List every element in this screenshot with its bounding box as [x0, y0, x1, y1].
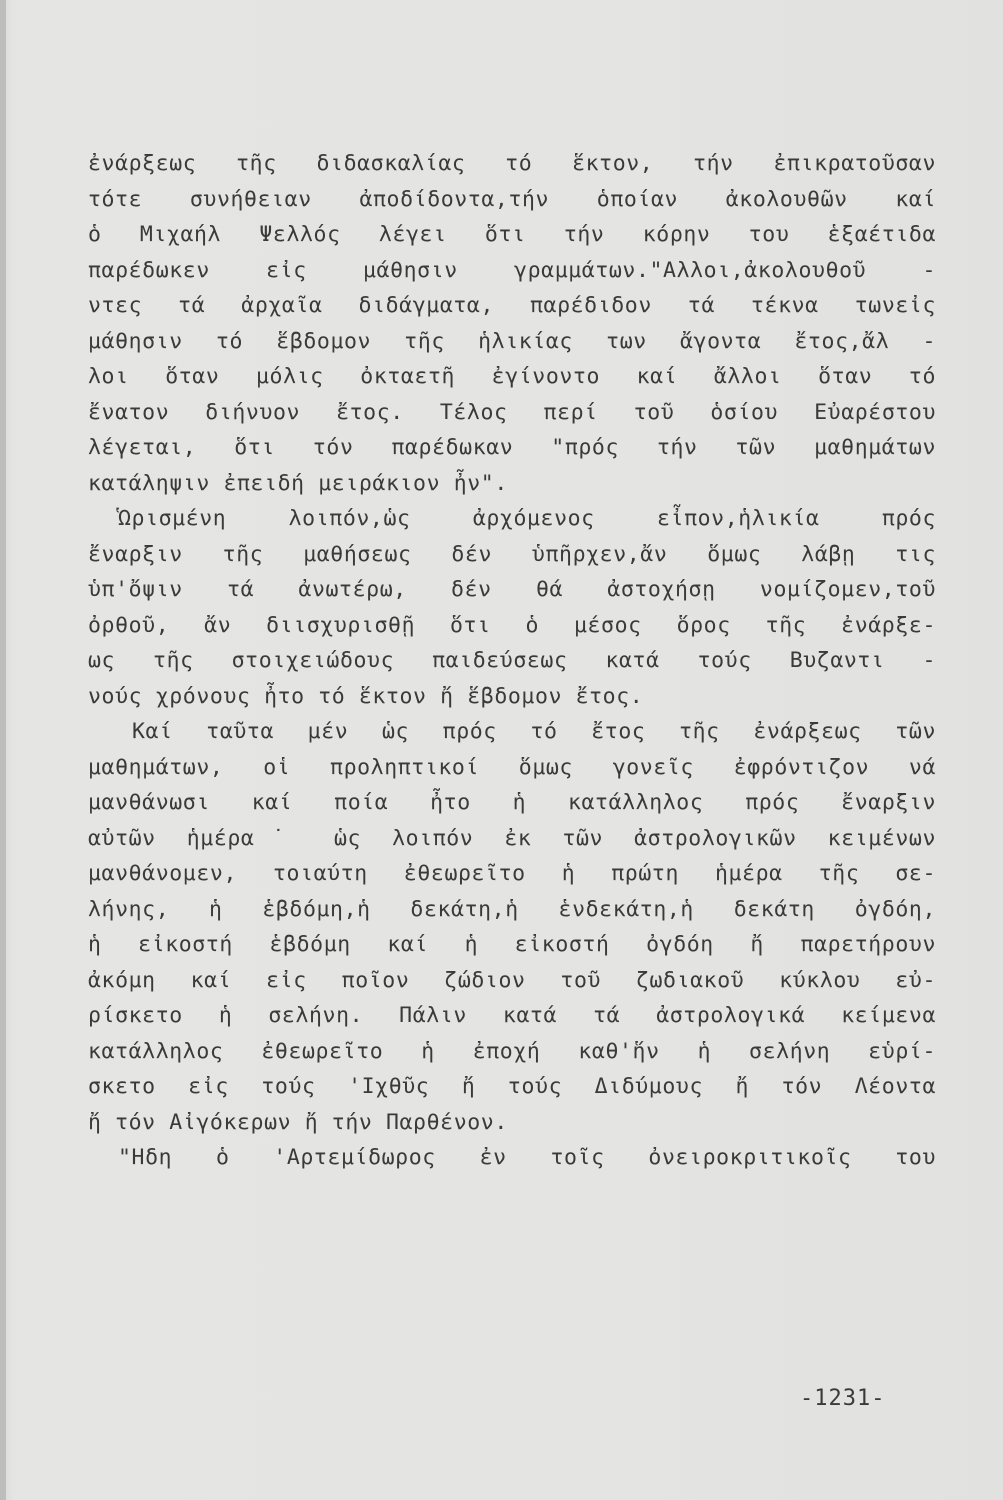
text-line: παρέδωκεν εἰς μάθησιν γραμμάτων."Αλλοι,ἀκολουθοῦ - [88, 257, 936, 283]
text-line: τότε συνήθειαν ἀποδίδοντα,τήν ὁποίαν ἀκολουθῶν καί [88, 186, 936, 212]
text-line: μαθημάτων, οἱ προληπτικοί ὅμως γονεῖς ἐφρόντιζον νά [88, 754, 936, 780]
text-line: ὁ Μιχαήλ Ψελλός λέγει ὅτι τήν κόρην του ἑξαέτιδα [88, 222, 936, 247]
page-number: -1231- [800, 1386, 886, 1411]
text-line: ντες τά ἀρχαῖα διδάγματα, παρέδιδον τά τέκνα τωνεἰς [88, 293, 936, 318]
text-line: ρίσκετο ἡ σελήνη. Πάλιν κατά τά ἀστρολογικά κείμενα [88, 1003, 936, 1028]
text-line: ἤ τόν Αἰγόκερων ἤ τήν Παρθένον. [88, 1109, 508, 1135]
body-text [88, 146, 936, 1176]
text-line: λοι ὅταν μόλις ὀκταετῆ ἐγίνοντο καί ἄλλοι ὅταν τό [88, 364, 936, 389]
text-line: κατάληψιν ἐπειδή μειράκιον ἦν". [88, 470, 508, 496]
text-line: σκετο εἰς τούς 'Ιχθῦς ἤ τούς Διδύμους ἤ τόν Λέοντα [88, 1074, 936, 1099]
paragraph-start-line: Ὡρισμένη λοιπόν,ὡς ἀρχόμενος εἶπον,ἡλικία πρός [118, 506, 936, 531]
text-line: λέγεται, ὅτι τόν παρέδωκαν "πρός τήν τῶν μαθημάτων [88, 435, 936, 460]
text-line: ἔναρξιν τῆς μαθήσεως δέν ὑπῆρχεν,ἄν ὅμως λάβῃ τις [88, 541, 936, 567]
paragraph-start-line: "Ηδη ὁ 'Αρτεμίδωρος ἐν τοῖς ὀνειροκριτικοῖς του [118, 1145, 936, 1170]
text-line: αὐτῶν ἡμέρα˙ ὡς λοιπόν ἐκ τῶν ἀστρολογικῶν κειμένων [88, 825, 936, 851]
binding-edge [0, 0, 6, 1500]
text-line: ἔνατον διήνυον ἔτος. Τέλος περί τοῦ ὁσίου Εὐαρέστου [88, 399, 936, 425]
text-line: μάθησιν τό ἕβδομον τῆς ἡλικίας των ἄγοντα ἔτος,ἄλ - [88, 328, 936, 354]
paragraph-start-line: Καί ταῦτα μέν ὡς πρός τό ἔτος τῆς ἐνάρξεως τῶν [132, 719, 936, 744]
text-line: ὑπ'ὄψιν τά ἀνωτέρω, δέν θά ἀστοχήσῃ νομίζομεν,τοῦ [88, 577, 936, 602]
text-line: μανθάνωσι καί ποία ἦτο ἡ κατάλληλος πρός ἔναρξιν [88, 790, 936, 815]
text-line: κατάλληλος ἐθεωρεῖτο ἡ ἐποχή καθ'ἥν ἡ σελήνη εὑρί- [88, 1038, 936, 1064]
text-line: ὀρθοῦ, ἄν διισχυρισθῇ ὅτι ὁ μέσος ὅρος τῆς ἐνάρξε- [88, 612, 936, 638]
text-line: ἀκόμη καί εἰς ποῖον ζώδιον τοῦ ζωδιακοῦ κύκλου εὐ- [88, 967, 936, 993]
text-line: ἡ εἰκοστή ἑβδόμη καί ἡ εἰκοστή ὀγδόη ἤ παρετήρουν [88, 932, 936, 957]
text-line: ως τῆς στοιχειώδους παιδεύσεως κατά τούς Βυζαντι - [88, 648, 936, 673]
text-line: λήνης, ἡ ἑβδόμη,ἡ δεκάτη,ἡ ἑνδεκάτη,ἡ δεκάτη ὀγδόη, [88, 896, 936, 922]
text-line: μανθάνομεν, τοιαύτη ἐθεωρεῖτο ἡ πρώτη ἡμέρα τῆς σε- [88, 861, 936, 886]
text-line: νούς χρόνους ἦτο τό ἕκτον ἤ ἕβδομον ἔτος. [88, 683, 644, 709]
text-line: ἐνάρξεως τῆς διδασκαλίας τό ἕκτον, τήν ἐπικρατοῦσαν [88, 151, 936, 176]
